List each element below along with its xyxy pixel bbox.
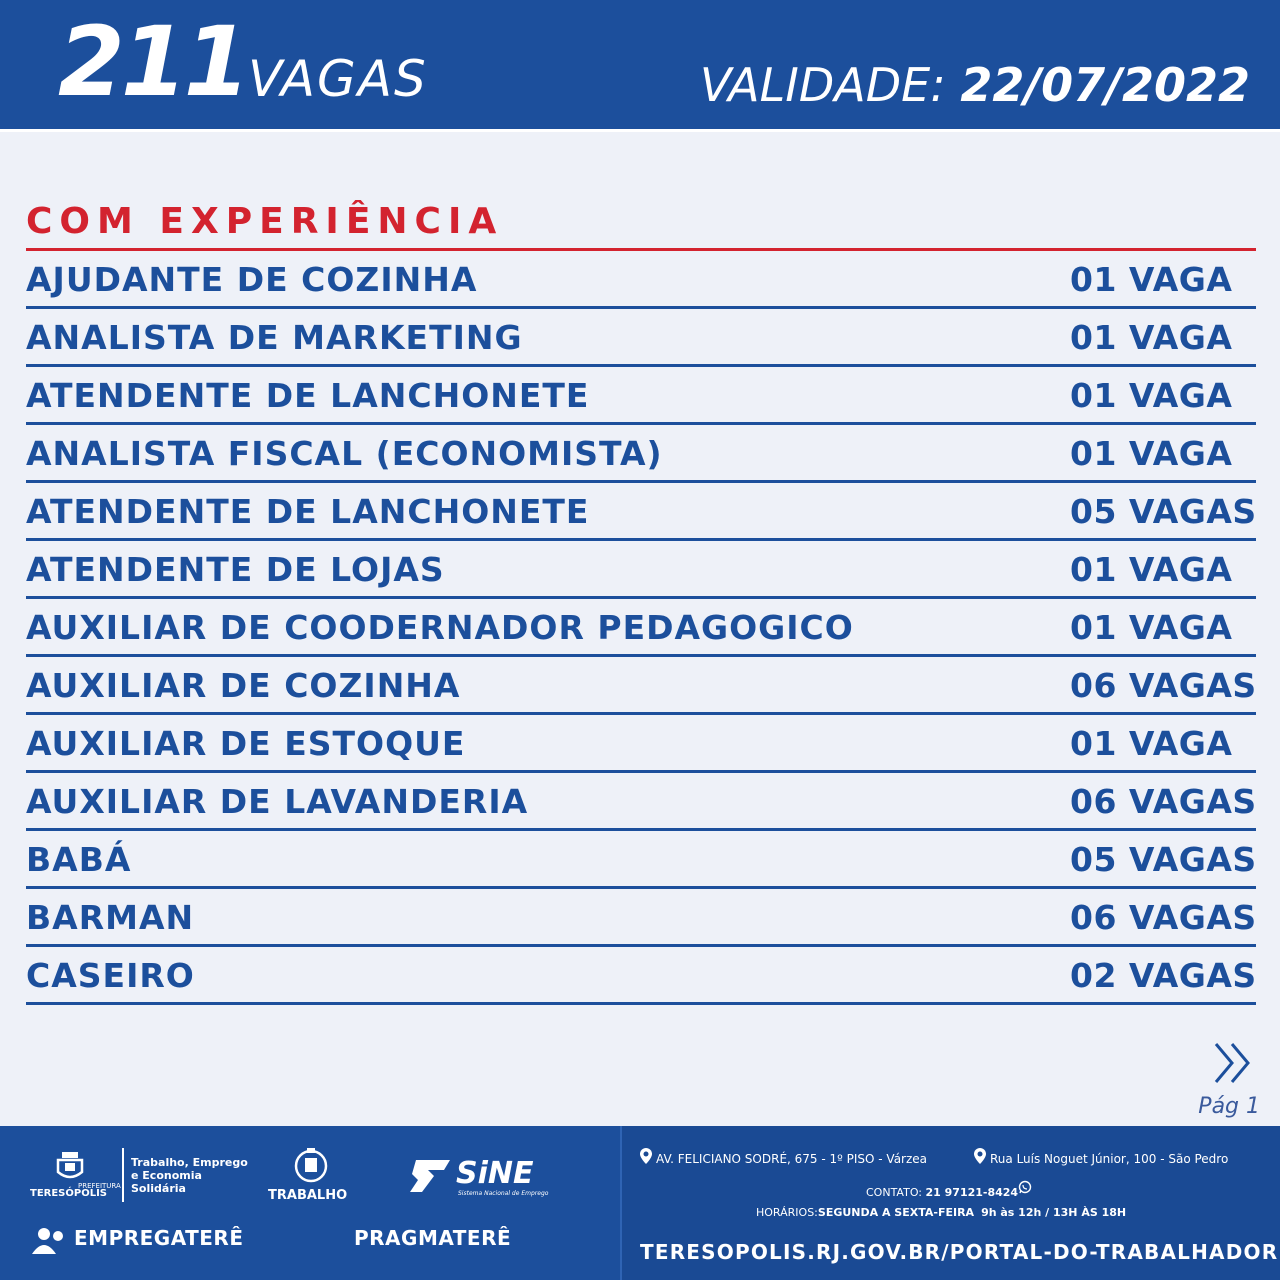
- department-line: Trabalho, Emprego: [131, 1156, 248, 1169]
- job-row: [26, 425, 1256, 483]
- portal-link[interactable]: TERESOPOLIS.RJ.GOV.BR/PORTAL-DO-TRABALHADOR: [640, 1240, 1279, 1264]
- job-row: [26, 367, 1256, 425]
- job-count: 01 VAGA: [1070, 318, 1233, 357]
- job-list: [26, 251, 1256, 1005]
- job-count: 01 VAGA: [1070, 260, 1233, 299]
- job-title: ANALISTA FISCAL (ECONOMISTA): [26, 434, 663, 473]
- empregatere-logo-icon: [30, 1226, 70, 1256]
- prefeitura-name: TERESÓPOLIS: [30, 1188, 108, 1199]
- hours-times: 9h às 12h / 13H ÀS 18H: [981, 1206, 1127, 1219]
- prefeitura-sub: PREFEITURA: [78, 1182, 121, 1190]
- job-row: [26, 309, 1256, 367]
- trabalho-crest-icon: [292, 1146, 330, 1188]
- job-count: 06 VAGAS: [1070, 782, 1257, 821]
- job-row: [26, 251, 1256, 309]
- job-title: ATENDENTE DE LANCHONETE: [26, 376, 590, 415]
- pragmatere-label: PRAGMATERÊ: [354, 1226, 512, 1250]
- department-line: e Economia: [131, 1169, 202, 1182]
- job-count: 06 VAGAS: [1070, 898, 1257, 937]
- contact: [866, 1186, 1018, 1199]
- job-row: [26, 773, 1256, 831]
- job-row: [26, 831, 1256, 889]
- job-count: 02 VAGAS: [1070, 956, 1257, 995]
- address-primary: AV. FELICIANO SODRÉ, 675 - 1º PISO - Várzea: [656, 1152, 928, 1166]
- job-row: [26, 541, 1256, 599]
- job-row: [26, 483, 1256, 541]
- double-chevron-right-icon[interactable]: [1212, 1040, 1256, 1086]
- job-title: AUXILIAR DE COZINHA: [26, 666, 461, 705]
- job-count: 01 VAGA: [1070, 434, 1233, 473]
- job-title: BABÁ: [26, 840, 132, 879]
- contact-phone[interactable]: 21 97121-8424: [925, 1186, 1019, 1199]
- hours-days: SEGUNDA A SEXTA-FEIRA: [817, 1206, 975, 1219]
- prefeitura-divider: [122, 1148, 124, 1202]
- vacancy-total: 211: [58, 6, 247, 118]
- job-title: ATENDENTE DE LOJAS: [26, 550, 445, 589]
- job-title: AJUDANTE DE COZINHA: [26, 260, 478, 299]
- page-indicator: Pág 1: [1198, 1094, 1260, 1119]
- sine-subtitle: Sistema Nacional de Emprego: [458, 1190, 549, 1197]
- job-row: [26, 715, 1256, 773]
- job-row: [26, 657, 1256, 715]
- job-count: 01 VAGA: [1070, 550, 1233, 589]
- job-count: 01 VAGA: [1070, 724, 1233, 763]
- hours-label: HORÁRIOS:: [756, 1206, 818, 1219]
- job-title: ANALISTA DE MARKETING: [26, 318, 523, 357]
- whatsapp-icon: [1018, 1180, 1032, 1194]
- vacancy-total-label: VAGAS: [248, 50, 428, 108]
- sine-logo-icon: [408, 1156, 454, 1196]
- address-secondary: Rua Luís Noguet Júnior, 100 - São Pedro: [990, 1152, 1229, 1166]
- job-count: 01 VAGA: [1070, 376, 1233, 415]
- job-row: [26, 889, 1256, 947]
- location-pin-icon: [974, 1148, 986, 1164]
- empregatere-label: EMPREGATERÊ: [74, 1226, 244, 1250]
- job-title: CASEIRO: [26, 956, 195, 995]
- opening-hours: [756, 1206, 1126, 1219]
- sine-label: SiNE: [456, 1156, 534, 1191]
- job-count: 06 VAGAS: [1070, 666, 1257, 705]
- job-row: [26, 599, 1256, 657]
- job-count: 05 VAGAS: [1070, 492, 1257, 531]
- department-line: Solidária: [131, 1182, 186, 1195]
- section-title: COM EXPERIÊNCIA: [26, 201, 504, 242]
- validity-label: VALIDADE:: [699, 58, 946, 112]
- validity-date: 22/07/2022: [960, 58, 1250, 112]
- job-count: 05 VAGAS: [1070, 840, 1257, 879]
- job-title: AUXILIAR DE ESTOQUE: [26, 724, 466, 763]
- job-row: [26, 947, 1256, 1005]
- job-title: BARMAN: [26, 898, 195, 937]
- footer-divider: [620, 1126, 622, 1280]
- contact-label: CONTATO:: [866, 1186, 922, 1199]
- job-count: 01 VAGA: [1070, 608, 1233, 647]
- validity: [699, 58, 1250, 112]
- job-title: AUXILIAR DE COODERNADOR PEDAGOGICO: [26, 608, 854, 647]
- header-banner: [0, 0, 1280, 132]
- location-pin-icon: [640, 1148, 652, 1164]
- job-title: ATENDENTE DE LANCHONETE: [26, 492, 590, 531]
- prefeitura-crest-icon: [48, 1150, 92, 1184]
- job-title: AUXILIAR DE LAVANDERIA: [26, 782, 529, 821]
- department-name: [131, 1156, 248, 1195]
- trabalho-label: TRABALHO: [268, 1188, 348, 1203]
